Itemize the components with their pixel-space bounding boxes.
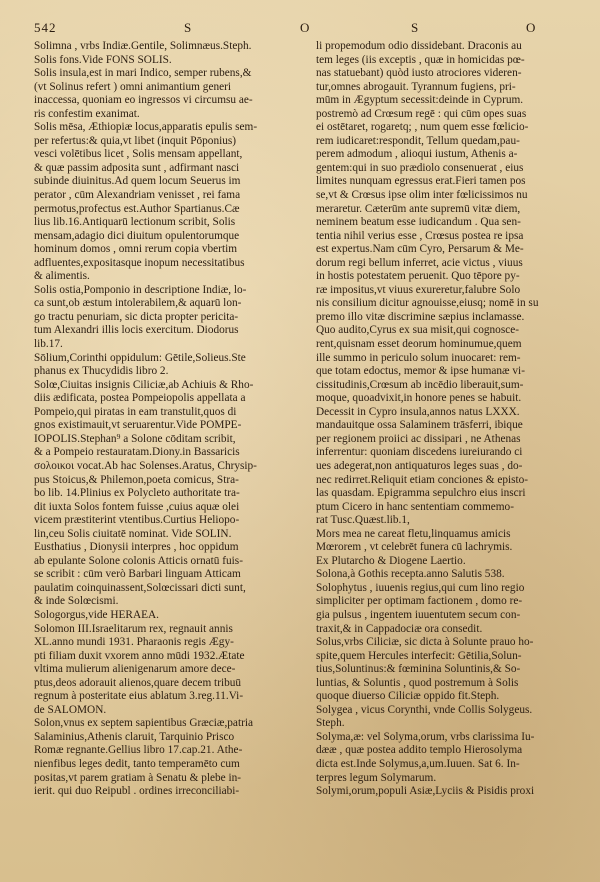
text-line: lib.17. [34, 338, 63, 351]
text-line: IOPOLIS.Stephan⁹ a Solone cōditam scribit, [34, 432, 236, 445]
text-line: pus Stoicus,& Philemon,poeta comicus, Stra- [34, 473, 239, 486]
text-line: tentia nihil verius esse , Crœsus postea re ipsa [316, 229, 524, 242]
text-line: neminem beatum esse iudicandum . Qua sen- [316, 216, 521, 229]
running-head-letter: S [184, 20, 193, 35]
text-line: hominum domos , omni rerum copia vbertim [34, 243, 238, 256]
text-line: tius,Soluntinus:& fœminina Soluntinis,& So- [316, 663, 521, 676]
text-line: positas,vt parem gratiam à Senatu & plebe in- [34, 771, 242, 784]
left-text-column [34, 40, 300, 870]
text-line: gentem:qui in suo prædiolo consenuerat , eius [316, 161, 524, 174]
text-line: Solis insula,est in mari Indico, semper rubens,& [34, 67, 252, 80]
text-line: Solimna , vrbs Indiæ.Gentile, Solimnæus.Steph. [34, 40, 252, 52]
text-line: Solis ostia,Pomponio in descriptione Indiæ, lo- [34, 283, 247, 296]
text-line: lius lib.16.Antiquarū lectionum scribit, Solis [34, 216, 236, 229]
text-line: Solœ,Ciuitas insignis Ciliciæ,ab Achiuis & Rho- [34, 378, 254, 391]
text-line: (vt Solinus refert ) omni animantium generi [34, 80, 232, 93]
text-line: tum Alexandri illis locis exercitum. Diodorus [34, 324, 239, 337]
text-line: permotus,profectus est.Author Spartianus.Cæ [34, 202, 240, 215]
text-line: Solona,à Gothis recepta.anno Salutis 538. [316, 568, 505, 581]
text-line: mandauitque ossa Salaminem trāsferri, ibique [316, 419, 523, 432]
right-text-column [316, 40, 578, 870]
text-line: & a Pompeio restauratam.Diony.in Bassaricis [34, 446, 240, 459]
text-line: σολοικοι vocat.Ab hac Solenses.Aratus, Chrysip- [34, 459, 257, 472]
text-line: Solyma,æ: vel Solyma,orum, vrbs clarissima Iu- [316, 730, 535, 743]
text-line: meraretur. Cæterūm ante supremū vitæ diem, [316, 202, 521, 215]
text-line: simpliciter per optimam factionem , domo re- [316, 595, 523, 608]
text-line: tem leges (iis exceptis , quæ in homicidas pœ- [316, 53, 525, 66]
text-line: Ex Plutarcho & Diogene Laertio. [316, 554, 466, 567]
text-line: Solus,vrbs Ciliciæ, sic dicta à Solunte prauo ho- [316, 636, 534, 649]
text-line: limites nunquam egressus erat.Fieri tamen pos [316, 175, 526, 188]
text-line: dit iuxta Solos fontem fuisse ,cuius aquæ olei [34, 500, 240, 513]
text-line: ca sunt,ob æstum intolerabilem,& aquarū lon- [34, 297, 242, 310]
text-line: quoque diuerso Ciliciæ oppido fit.Steph. [316, 690, 500, 703]
text-line: Mors mea ne careat fletu,linquamus amicis [316, 527, 511, 540]
text-line: ille summo in periculo solum inuocaret: rem- [316, 351, 521, 364]
text-line: Solomon III.Israelitarum rex, regnauit annis [34, 622, 233, 635]
text-line: dææ , quæ postea addito templo Hierosolyma [316, 744, 523, 757]
text-line: nienfibus leges dedit, tanto temperamēto cum [34, 757, 240, 770]
text-line: Decessit in Cypro insula,annos natus LXXX. [316, 405, 520, 418]
page-header [34, 18, 572, 40]
text-line: se scribit : cūm verò Barbari linguam Atticam [34, 568, 241, 581]
text-line: per refertus:& quia,vt libet (inquit Pōponius) [34, 134, 237, 147]
text-line: diis ædificata, postea Pompeiopolis appellata a [34, 392, 246, 405]
text-line: nis consilium dicitur agnouisse,eiusq; nomē in su [316, 297, 539, 310]
text-line: nas statuebant) quòd iusto atrociores videren- [316, 67, 522, 80]
text-line: bo lib. 14.Plinius ex Polycleto authoritate tra- [34, 487, 240, 500]
text-line: lin,ceu Solis ciuitatē nominat. Vide SOLIN. [34, 527, 232, 540]
text-line: Sologorgus,vide HERAEA. [34, 608, 159, 621]
text-line: ptus,deos adorauit alienos,quare decem tribuū [34, 676, 242, 689]
text-line: & alimentis. [34, 270, 90, 283]
text-line: nec redirret.Reliquit etiam conciones & episto- [316, 473, 529, 486]
text-line: mensam,adagio dici diuitum opulentorumque [34, 229, 240, 242]
text-line: postremò ad Crœsum regē : qui cūm opes suas [316, 107, 527, 120]
text-line: inaccessa, quoniam eo ingressos vi circumsu ae- [34, 94, 253, 107]
text-line: subinde diuinitus.Ad quem locum Seuerus im [34, 175, 241, 188]
text-line: de SALOMON. [34, 703, 107, 716]
text-line: go tractu penuriam, sic dicta propter pericita- [34, 310, 239, 323]
text-line: Steph. [316, 717, 345, 730]
text-line: Solymi,orum,populi Asiæ,Lyciis & Pisidis proxi [316, 785, 535, 798]
page-number: 542 [34, 20, 57, 35]
text-line: est expertus.Nam cūm Cyro, Persarum & Me- [316, 243, 524, 256]
text-line: vesci volētibus licet , Solis mensam appellant, [34, 148, 243, 161]
text-line: traxit,& in Cappadociæ ora consedit. [316, 622, 483, 635]
running-head-letter: O [526, 20, 537, 35]
text-line: spite,quem Hercules interfecit: Gētilia,Solun- [316, 649, 522, 662]
text-line: dorum regi bellum inferret, acie victus , viuus [316, 256, 523, 269]
text-line: rat Tusc.Quæst.lib.1, [316, 514, 410, 527]
text-line: adfluentes,expositasque inopum necessitatibus [34, 256, 245, 269]
text-line: ab epulante Solone colonis Atticis ornatū fuis- [34, 554, 243, 567]
text-line: in hostis potestatem peruenit. Quo tēpore py- [316, 270, 520, 283]
text-line: XL.anno mundi 1931. Pharaonis regis Ægy- [34, 636, 234, 649]
running-head-letter: S [411, 20, 420, 35]
text-line: per regionem proiici ac dissipari , ne Athenas [316, 432, 521, 445]
text-line: terpres legum Solymarum. [316, 771, 437, 784]
running-head-letter: O [300, 20, 311, 35]
text-line: Solon,vnus ex septem sapientibus Græciæ,patria [34, 717, 254, 730]
text-line: vltima mulierum alienigenarum amore dece- [34, 663, 236, 676]
text-line: ierit. qui duo Reipubl . ordines irreconciliabi- [34, 785, 240, 798]
text-line: li propemodum odio dissidebant. Draconis au [316, 40, 522, 52]
text-line: dicta est.Inde Solymus,a,um.Iuuen. Sat 6. In- [316, 757, 520, 770]
text-line: que totam edoctus, memor & ipse humanæ vi- [316, 365, 525, 378]
text-line: ris confestim exanimat. [34, 107, 140, 120]
text-line: vicem præstiterint vtentibus.Curtius Heliopo- [34, 514, 240, 527]
text-line: rent,quisnam esset deorum hominumue,quem [316, 338, 522, 351]
text-line: tur,omnes abrogauit. Tyrannum fugiens, pri- [316, 80, 516, 93]
text-line: & inde Solœcismi. [34, 595, 119, 608]
text-line: phanus ex Thucydidis libro 2. [34, 365, 169, 378]
text-line: regnum à posteritate eius ablatum 3.reg.11.Vi- [34, 690, 244, 703]
text-line: inferrentur: quoniam discedens iureiurando ci [316, 446, 523, 459]
text-line: gia pulsus , ingentem iuuentutem secum con- [316, 608, 521, 621]
text-line: gnos existimauit,vt seruarentur.Vide POMPE- [34, 419, 242, 432]
text-line: moque, quoadvixit,in honore penes se habuit. [316, 392, 522, 405]
text-line: paulatim coinquinassent,Solœcissari dicti sunt, [34, 581, 246, 594]
text-line: perator , cūm Alexandriam venisset , rei fama [34, 189, 241, 202]
text-line: Eusthatius , Dionysii interpres , hoc oppidum [34, 541, 239, 554]
text-line: Solophytus , iuuenis regius,qui cum lino regio [316, 581, 525, 594]
text-line: rem iudicaret:respondit, Tellum quedam,pau- [316, 134, 520, 147]
text-line: ræ impositus,vt viuus exureretur,falubre Solo [316, 283, 521, 296]
text-line: Sōlium,Corinthi oppidulum: Gētile,Solieus.Ste [34, 351, 246, 364]
text-line: mūm in Ægyptum secessit:deinde in Cyprum. [316, 94, 524, 107]
text-line: premo illo vitæ discrimine sæpius inclamasse. [316, 310, 525, 323]
text-line: se,vt & Crœsus ipse olim inter fœlicissimos nu [316, 189, 528, 202]
text-line: & quæ passim adposita sunt , adfirmant nasci [34, 161, 240, 174]
text-line: ues adegerat,non antiquaturos leges suas , do- [316, 459, 523, 472]
text-line: ptum Cicero in hanc sententiam commemo- [316, 500, 514, 513]
text-line: Pompeio,qui piratas in eam transtulit,quos di [34, 405, 237, 418]
text-line: Salaminius,Athenis claruit, Tarquinio Prisco [34, 730, 235, 743]
text-line: Solis mēsa, Æthiopiæ locus,apparatis epulis sem- [34, 121, 258, 134]
text-line: Romæ regnante.Gellius libro 17.cap.21. Athe- [34, 744, 243, 757]
text-line: cissitudinis,Crœsum ab incēdio liberauit,sum- [316, 378, 524, 391]
text-line: las quasdam. Epigramma sepulchro eius inscri [316, 487, 526, 500]
text-line: ei ostētaret, rogaretq; , num quem esse fœlicio- [316, 121, 529, 134]
text-line: Solis fons.Vide FONS SOLIS. [34, 53, 172, 66]
text-line: Mœrorem , vt celebrēt funera cū lachrymis. [316, 541, 513, 554]
text-line: perem admodum , alioqui iustum, Athenis a- [316, 148, 518, 161]
text-line: Solygea , vicus Corynthi, vnde Collis Solygeus. [316, 703, 533, 716]
text-line: luntias, & Soluntis , quod postremum à Solis [316, 676, 519, 689]
text-line: pti filiam duxit vxorem anno mūdi 1932.Ætate [34, 649, 245, 662]
text-line: Quo audito,Cyrus ex sua misit,qui cognosce- [316, 324, 520, 337]
